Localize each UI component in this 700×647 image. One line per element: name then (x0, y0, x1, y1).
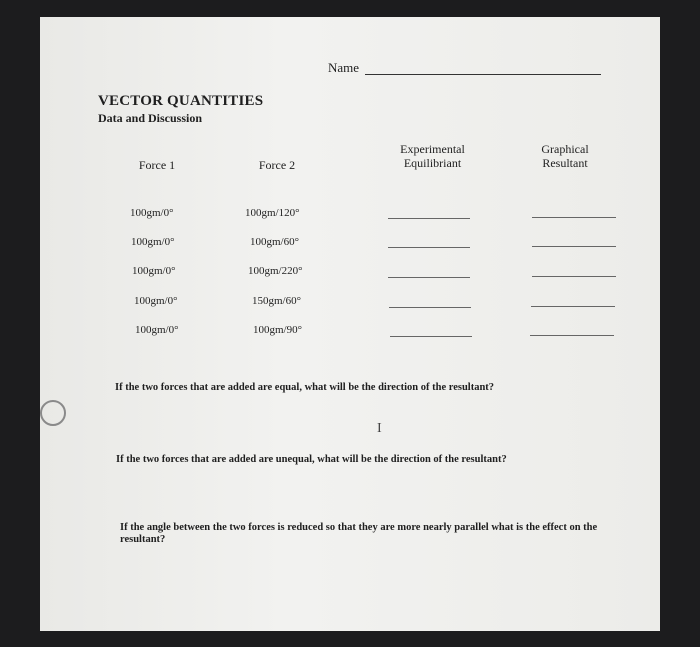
column-header-experimental-equilibriant: Experimental Equilibriant (400, 142, 465, 170)
row-3-force-2: 100gm/220° (248, 265, 303, 277)
row-5-graphical-blank[interactable] (530, 334, 614, 336)
row-1-graphical-blank[interactable] (532, 216, 616, 218)
row-4-experimental-blank[interactable] (389, 306, 471, 308)
row-5-force-2: 100gm/90° (253, 324, 303, 336)
row-4-force-1: 100gm/0° (134, 295, 178, 307)
row-1-force-2: 100gm/120° (245, 207, 300, 219)
row-2-force-2: 100gm/60° (250, 236, 300, 248)
row-5-experimental-blank[interactable] (390, 335, 472, 337)
row-2-graphical-blank[interactable] (532, 245, 616, 247)
radio-button-icon[interactable] (40, 400, 66, 426)
name-field-line[interactable] (365, 74, 601, 75)
row-2-force-1: 100gm/0° (131, 236, 175, 248)
row-3-graphical-blank[interactable] (532, 275, 616, 277)
row-4-graphical-blank[interactable] (531, 305, 615, 307)
row-1-experimental-blank[interactable] (388, 217, 470, 219)
text-cursor-icon: I (377, 421, 382, 436)
row-1-force-1: 100gm/0° (130, 207, 174, 219)
column-header-force-1: Force 1 (138, 158, 176, 172)
page-subtitle: Data and Discussion (98, 111, 203, 125)
row-2-experimental-blank[interactable] (388, 246, 470, 248)
question-2: If the two forces that are added are unequal, what will be the direction of the resultant? (116, 454, 507, 465)
row-5-force-1: 100gm/0° (135, 324, 179, 336)
column-header-force-2: Force 2 (258, 158, 296, 172)
question-3: If the angle between the two forces is reduced so that they are more nearly parallel what is the effect on the resultant? (120, 522, 598, 545)
worksheet-page (40, 17, 660, 631)
question-1: If the two forces that are added are equal, what will be the direction of the resultant? (115, 382, 495, 393)
row-4-force-2: 150gm/60° (252, 295, 302, 307)
page-title: VECTOR QUANTITIES (98, 93, 264, 109)
row-3-force-1: 100gm/0° (132, 265, 176, 277)
row-3-experimental-blank[interactable] (388, 276, 470, 278)
name-label: Name (328, 60, 360, 75)
column-header-graphical-resultant: Graphical Resultant (541, 142, 589, 170)
